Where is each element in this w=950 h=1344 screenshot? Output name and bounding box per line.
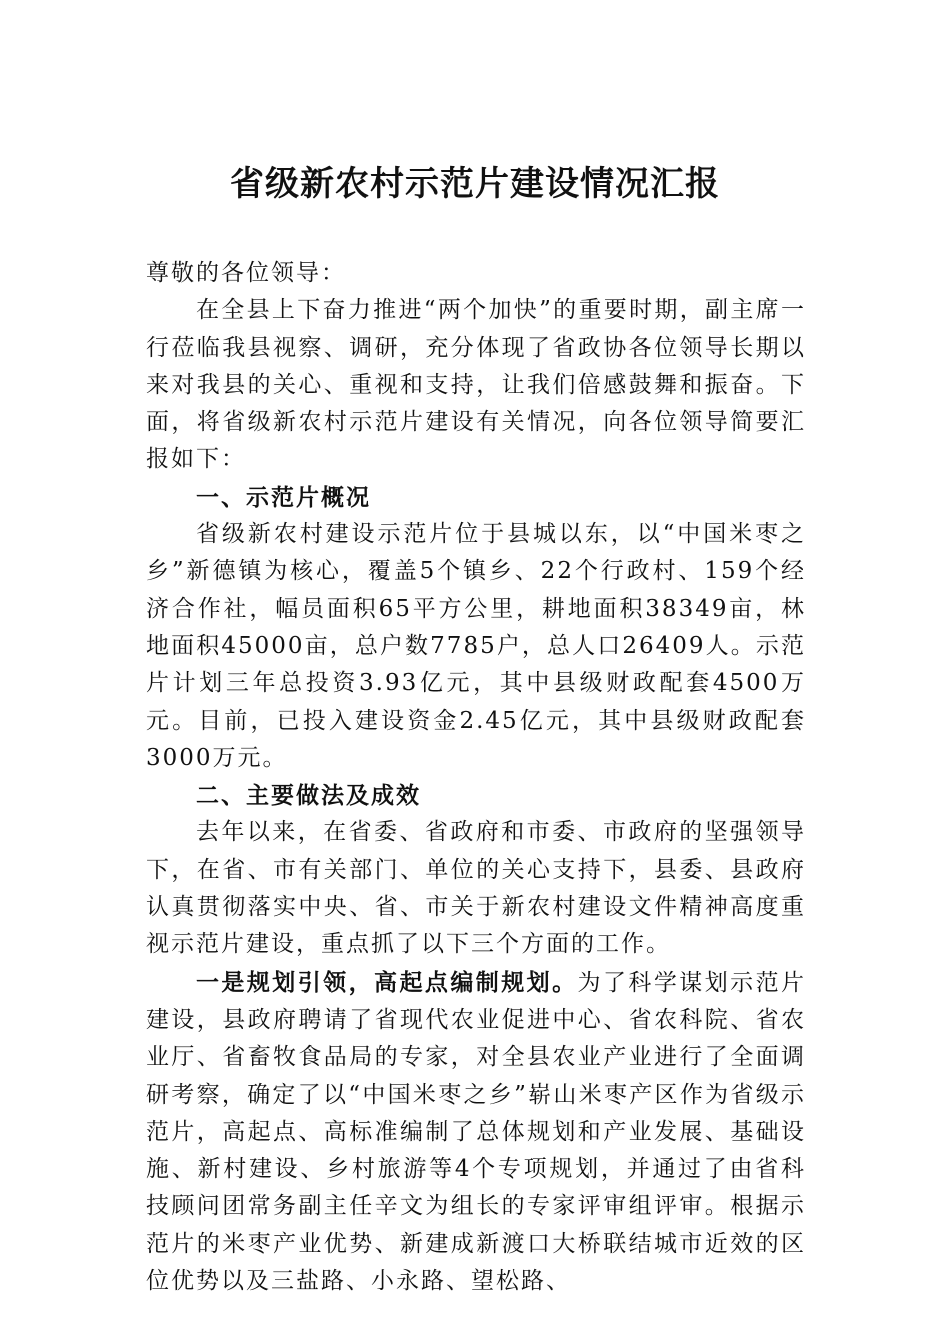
section-2-heading: 二、主要做法及成效: [196, 782, 421, 810]
section-2-paragraph: 去年以来，在省委、省政府和市委、市政府的坚强领导下，在省、市有关部门、单位的关心支持下，县委、县政府认真贯彻落实中央、省、市关于新农村建设文件精神高度重视示范片建设，重点抓了以下三个方面的工作。: [146, 819, 806, 958]
document-body: [146, 255, 806, 1300]
document-title: 省级新农村示范片建设情况汇报: [230, 164, 720, 204]
point-1-lead: 一是规划引领，高起点编制规划。: [196, 968, 578, 996]
section-1-paragraph: 省级新农村建设示范片位于县城以东，以“中国米枣之乡”新德镇为核心，覆盖5个镇乡、22个行政村、159个经济合作社，幅员面积65平方公里，耕地面积38349亩，林地面积45000亩，总户数7785户，总人口26409人。示范片计划三年总投资3.93亿元，其中县级财政配套4500万元。目前，已投入建设资金2.45亿元，其中县级财政配套3000万元。: [146, 521, 806, 771]
point-1-paragraph: [146, 964, 806, 1301]
salutation: 尊敬的各位领导：: [146, 260, 346, 286]
point-1-body: 为了科学谋划示范片建设，县政府聘请了省现代农业促进中心、省农科院、省农业厅、省畜牧食品局的专家，对全县农业产业进行了全面调研考察，确定了以“中国米枣之乡”崭山米枣产区作为省级示范片，高起点、高标准编制了总体规划和产业发展、基础设施、新村建设、乡村旅游等4个专项规划，并通过了由省科技顾问团常务副主任辛文为组长的专家评审组评审。根据示范片的米枣产业优势、新建成新渡口大桥联结城市近效的区位优势以及三盐路、小永路、望松路、: [146, 969, 807, 1295]
section-1-heading: 一、示范片概况: [196, 483, 371, 511]
intro-paragraph: 在全县上下奋力推进“两个加快”的重要时期，副主席一行莅临我县视察、调研，充分体现了省政协各位领导长期以来对我县的关心、重视和支持，让我们倍感鼓舞和振奋。下面，将省级新农村示范片建设有关情况，向各位领导简要汇报如下：: [146, 297, 806, 473]
